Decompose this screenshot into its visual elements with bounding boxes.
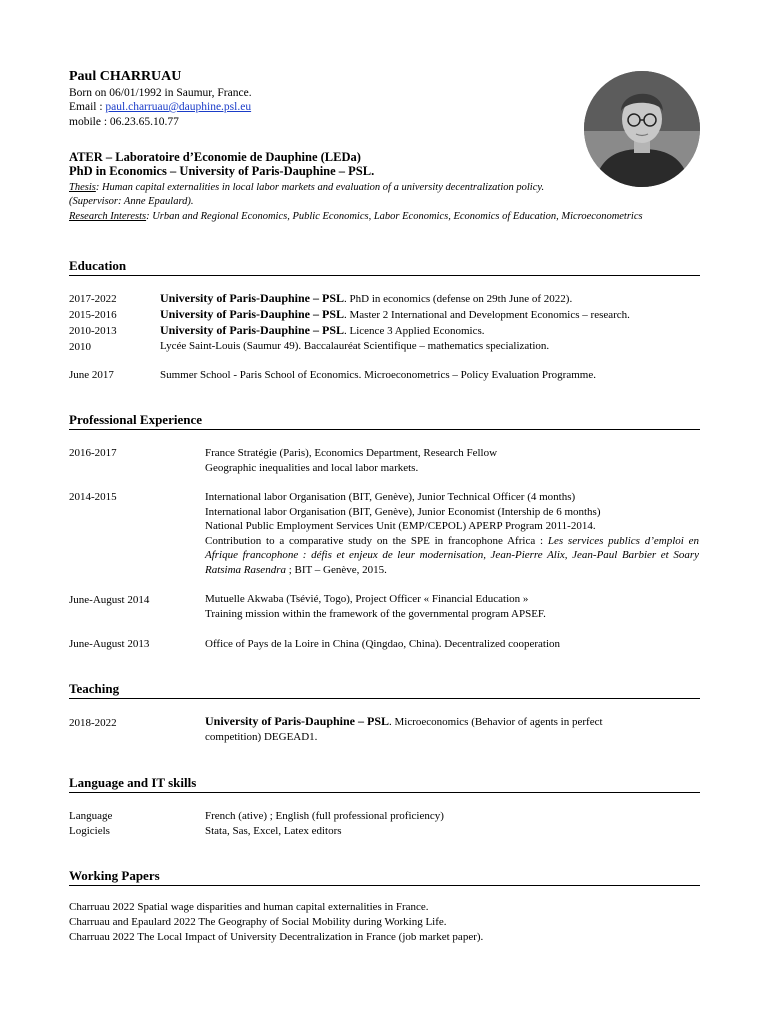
thesis-line bbox=[69, 181, 544, 195]
supervisor-line: (Supervisor: Anne Epaulard). bbox=[69, 196, 194, 207]
thesis-text: : Human capital externalities in local labor markets and evaluation of a university decentralization policy. bbox=[95, 182, 545, 193]
section-title-experience: Professional Experience bbox=[69, 412, 202, 427]
email-line bbox=[69, 100, 251, 114]
person-name: Paul CHARRUAU bbox=[69, 69, 182, 84]
section-divider bbox=[69, 275, 700, 276]
phd-line: PhD in Economics – University of Paris-Dauphine – PSL. bbox=[69, 164, 375, 178]
exp-publication-title: Les services publics d’emploi en Afrique francophone : défis et enjeux de leur modernisation, Jean-Pierre Alix, Jean-Paul Barbier et Soary Ratsima Rasendra bbox=[205, 534, 700, 576]
section-title-teaching: Teaching bbox=[69, 681, 120, 696]
exp-line: Geographic inequalities and local labor markets. bbox=[205, 462, 419, 474]
interests-text: : Urban and Regional Economics, Public Economics, Labor Economics, Economics of Education, Microeconometrics bbox=[146, 211, 643, 222]
edu-entry bbox=[160, 339, 549, 353]
exp-publisher: ; BIT – Genève, 2015. bbox=[285, 563, 387, 576]
teaching-entry bbox=[205, 714, 645, 744]
exp-date: 2016-2017 bbox=[69, 447, 117, 459]
thesis-label: Thesis bbox=[69, 182, 96, 193]
edu-detail: . Licence 3 Applied Economics. bbox=[344, 325, 485, 337]
edu-date: 2010 bbox=[69, 341, 91, 353]
interests-line bbox=[69, 210, 643, 224]
birth-info: Born on 06/01/1992 in Saumur, France. bbox=[69, 87, 252, 99]
edu-date: 2010-2013 bbox=[69, 325, 117, 337]
exp-line: International labor Organisation (BIT, Genève), Junior Technical Officer (4 months) bbox=[205, 491, 576, 503]
edu-date: 2017-2022 bbox=[69, 293, 117, 305]
edu-detail: . Master 2 International and Development Economics – research. bbox=[344, 309, 630, 321]
teaching-detail: . Microeconomics (Behavior of agents in perfect competition) DEGEAD1. bbox=[205, 716, 603, 743]
position-title: ATER – Laboratoire d’Economie de Dauphine (LEDa) bbox=[69, 150, 361, 164]
exp-date: 2014-2015 bbox=[69, 491, 117, 503]
section-divider bbox=[69, 885, 700, 886]
mobile-line: mobile : 06.23.65.10.77 bbox=[69, 116, 179, 128]
exp-paragraph bbox=[205, 519, 699, 577]
exp-line: France Stratégie (Paris), Economics Department, Research Fellow bbox=[205, 447, 498, 459]
section-divider bbox=[69, 698, 700, 699]
paper-item: Charruau 2022 Spatial wage disparities and human capital externalities in France. bbox=[69, 901, 429, 913]
edu-date: June 2017 bbox=[69, 369, 114, 381]
email-label: Email : bbox=[69, 101, 106, 113]
edu-institution: University of Paris-Dauphine – PSL bbox=[160, 307, 345, 321]
skill-value: French (ative) ; English (full professional proficiency) bbox=[205, 810, 444, 822]
exp-date: June-August 2013 bbox=[69, 638, 150, 650]
paper-item: Charruau and Epaulard 2022 The Geography of Social Mobility during Working Life. bbox=[69, 916, 447, 928]
interests-label: Research Interests bbox=[69, 211, 147, 222]
exp-line: Office of Pays de la Loire in China (Qingdao, China). Decentralized cooperation bbox=[205, 638, 561, 650]
edu-detail: . PhD in economics (defense on 29th June of 2022). bbox=[344, 293, 573, 305]
section-divider bbox=[69, 792, 700, 793]
edu-detail: Lycée Saint-Louis (Saumur 49). Baccalauréat Scientifique – mathematics specialization. bbox=[160, 340, 550, 352]
exp-line: Training mission within the framework of the governmental program APSEF. bbox=[205, 608, 546, 620]
email-link[interactable]: paul.charruau@dauphine.psl.eu bbox=[105, 101, 252, 113]
teaching-institution: University of Paris-Dauphine – PSL bbox=[205, 714, 390, 728]
skill-label: Logiciels bbox=[69, 825, 110, 837]
section-title-skills: Language and IT skills bbox=[69, 775, 197, 790]
edu-entry bbox=[160, 291, 572, 306]
edu-date: 2015-2016 bbox=[69, 309, 117, 321]
skill-value: Stata, Sas, Excel, Latex editors bbox=[205, 825, 342, 837]
section-divider bbox=[69, 429, 700, 430]
exp-line: International labor Organisation (BIT, Genève), Junior Economist (Intership de 6 months) bbox=[205, 506, 601, 518]
edu-entry bbox=[160, 307, 630, 322]
edu-entry: Summer School - Paris School of Economics. Microeconometrics – Policy Evaluation Programme. bbox=[160, 369, 596, 381]
edu-institution: University of Paris-Dauphine – PSL bbox=[160, 291, 345, 305]
exp-contribution: Contribution to a comparative study on the SPE in francophone Africa : bbox=[205, 534, 548, 547]
exp-line: Mutuelle Akwaba (Tsévié, Togo), Project Officer « Financial Education » bbox=[205, 593, 529, 605]
skill-label: Language bbox=[69, 810, 113, 822]
profile-photo bbox=[584, 71, 700, 187]
portrait-image bbox=[584, 71, 700, 187]
exp-program: National Public Employment Services Unit (EMP/CEPOL) APERP Program 2011-2014. bbox=[205, 520, 596, 532]
paper-item: Charruau 2022 The Local Impact of University Decentralization in France (job market paper). bbox=[69, 931, 484, 943]
section-title-education: Education bbox=[69, 258, 127, 273]
edu-entry bbox=[160, 323, 485, 338]
teaching-date: 2018-2022 bbox=[69, 717, 117, 729]
exp-date: June-August 2014 bbox=[69, 594, 150, 606]
edu-institution: University of Paris-Dauphine – PSL bbox=[160, 323, 345, 337]
section-title-papers: Working Papers bbox=[69, 868, 160, 883]
